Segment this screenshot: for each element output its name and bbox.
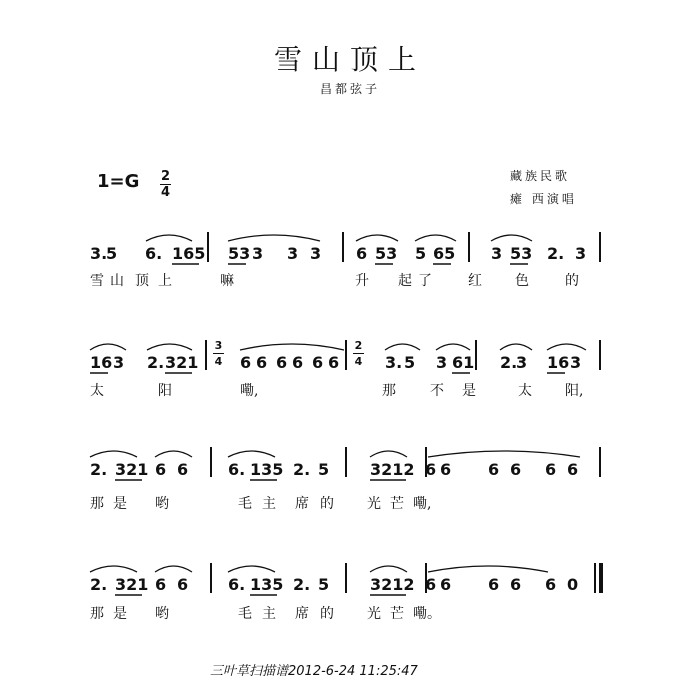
lyric-syllable: 太: [90, 383, 104, 399]
lyric-syllable: 嘞。: [413, 606, 441, 622]
slur: [147, 344, 192, 350]
note: 3: [310, 244, 322, 263]
slur: [356, 235, 398, 241]
lyric-syllable: 的: [320, 496, 334, 512]
slur: [436, 344, 470, 350]
note: 2.: [547, 244, 565, 263]
note: 165: [172, 244, 206, 263]
note: 53: [375, 244, 398, 263]
note: 3: [113, 353, 125, 372]
slur: [428, 566, 548, 572]
lyric-syllable: 的: [320, 606, 334, 622]
note: 2.: [500, 353, 518, 372]
note: 321: [115, 575, 149, 594]
lyric-syllable: 是: [113, 496, 127, 512]
lyric-syllable: 太: [518, 383, 532, 399]
slur: [155, 451, 192, 457]
slur: [90, 566, 137, 572]
note: 3: [491, 244, 503, 263]
lyric-syllable: 的: [565, 273, 579, 289]
lyric-syllable: 嘛: [220, 273, 234, 289]
note: 321: [165, 353, 199, 372]
note: 6: [240, 353, 252, 372]
slur: [90, 451, 137, 457]
lyric-syllable: 不: [430, 383, 444, 399]
note: 6: [440, 460, 452, 479]
lyric-syllable: 阳: [158, 383, 172, 399]
lyric-syllable: 顶: [135, 273, 149, 289]
lyric-syllable: 毛: [238, 496, 252, 512]
note: 16: [547, 353, 570, 372]
note: 135: [250, 460, 284, 479]
note: 6.: [145, 244, 163, 263]
note: 3212: [370, 460, 415, 479]
note: 2.: [90, 575, 108, 594]
note: 3: [570, 353, 582, 372]
note: 6: [545, 575, 557, 594]
note: 6: [177, 460, 189, 479]
note: 6: [356, 244, 368, 263]
note: 3.: [90, 244, 108, 263]
lyric-syllable: 雪: [90, 273, 104, 289]
note: 6: [155, 575, 167, 594]
note: 6: [276, 353, 288, 372]
note: 5: [415, 244, 427, 263]
note: 6: [510, 575, 522, 594]
time-signature-top: 2: [160, 169, 171, 184]
slur: [500, 344, 532, 350]
note: 2.: [147, 353, 165, 372]
note: 3212: [370, 575, 415, 594]
lyric-syllable: 那: [90, 606, 104, 622]
slur: [370, 451, 407, 457]
slur: [415, 235, 456, 241]
slur: [240, 344, 344, 350]
note: 53: [228, 244, 251, 263]
note: 16: [90, 353, 113, 372]
lyric-syllable: 起: [398, 273, 412, 289]
lyric-syllable: 是: [462, 383, 476, 399]
lyric-syllable: 上: [158, 273, 172, 289]
lyric-syllable: 红: [468, 273, 482, 289]
note: 2.: [293, 460, 311, 479]
note: 6: [177, 575, 189, 594]
lyric-syllable: 席: [295, 606, 309, 622]
note: 6: [425, 460, 437, 479]
note: 3: [575, 244, 587, 263]
note: 321: [115, 460, 149, 479]
lyric-syllable: 升: [355, 273, 369, 289]
genre-credit: 藏族民歌: [510, 169, 571, 183]
lyric-syllable: 毛: [238, 606, 252, 622]
lyric-syllable: 色: [515, 273, 529, 289]
slur: [146, 235, 192, 241]
slur: [370, 566, 407, 572]
note: 6: [567, 460, 579, 479]
slur: [228, 566, 275, 572]
slur: [385, 344, 420, 350]
lyric-syllable: 那: [382, 383, 396, 399]
note: 6: [510, 460, 522, 479]
lyric-syllable: 哟: [155, 606, 169, 622]
note: 5: [318, 460, 330, 479]
note: 135: [250, 575, 284, 594]
note: 3: [287, 244, 299, 263]
note: 6: [256, 353, 268, 372]
note: 6: [292, 353, 304, 372]
note: 6: [440, 575, 452, 594]
note: 6: [425, 575, 437, 594]
lyric-syllable: 阳,: [565, 383, 584, 399]
slur: [428, 451, 580, 457]
note: 53: [510, 244, 533, 263]
lyric-syllable: 哟: [155, 496, 169, 512]
note: 6.: [228, 460, 246, 479]
slur: [491, 235, 532, 241]
note: 61: [452, 353, 475, 372]
note: 6: [488, 575, 500, 594]
slur: [90, 344, 126, 350]
lyric-syllable: 光: [367, 606, 381, 622]
note: 6: [545, 460, 557, 479]
lyric-syllable: 光: [367, 496, 381, 512]
slur: [228, 235, 320, 241]
note: 65: [433, 244, 456, 263]
time-signature-bottom: 4: [160, 185, 171, 200]
note: 2.: [90, 460, 108, 479]
meter-top: 3: [214, 339, 223, 352]
note: 6: [312, 353, 324, 372]
note: 3: [516, 353, 528, 372]
note: 0: [567, 575, 579, 594]
note: 3: [252, 244, 264, 263]
note: 3: [436, 353, 448, 372]
scan-footer: 三叶草扫描谱2012-6-24 11:25:47: [210, 664, 418, 679]
lyric-syllable: 芒: [390, 496, 404, 512]
meter-bottom: 4: [214, 355, 223, 368]
lyric-syllable: 席: [295, 496, 309, 512]
note: 5: [404, 353, 416, 372]
note: 5: [318, 575, 330, 594]
slur: [547, 344, 586, 350]
key-signature: 1=G: [97, 171, 140, 192]
lyric-syllable: 是: [113, 606, 127, 622]
note: 2.: [293, 575, 311, 594]
lyric-syllable: 芒: [390, 606, 404, 622]
lyric-syllable: 那: [90, 496, 104, 512]
lyric-syllable: 山: [110, 273, 124, 289]
note: 3.: [385, 353, 403, 372]
note: 6.: [228, 575, 246, 594]
song-title: 雪山顶上: [273, 43, 426, 76]
note: 6: [155, 460, 167, 479]
song-subtitle: 昌都弦子: [319, 82, 380, 96]
lyric-syllable: 主: [262, 606, 276, 622]
meter-top: 2: [354, 339, 363, 352]
slur: [228, 451, 275, 457]
singer-credit: 瘫 西演唱: [510, 192, 577, 206]
lyric-syllable: 主: [262, 496, 276, 512]
slur: [155, 566, 192, 572]
lyric-syllable: 嘞,: [413, 496, 432, 512]
lyric-syllable: 了: [418, 273, 432, 289]
meter-bottom: 4: [354, 355, 363, 368]
note: 6: [328, 353, 340, 372]
note: 6: [488, 460, 500, 479]
lyric-syllable: 嘞,: [240, 383, 259, 399]
note: 5: [106, 244, 118, 263]
